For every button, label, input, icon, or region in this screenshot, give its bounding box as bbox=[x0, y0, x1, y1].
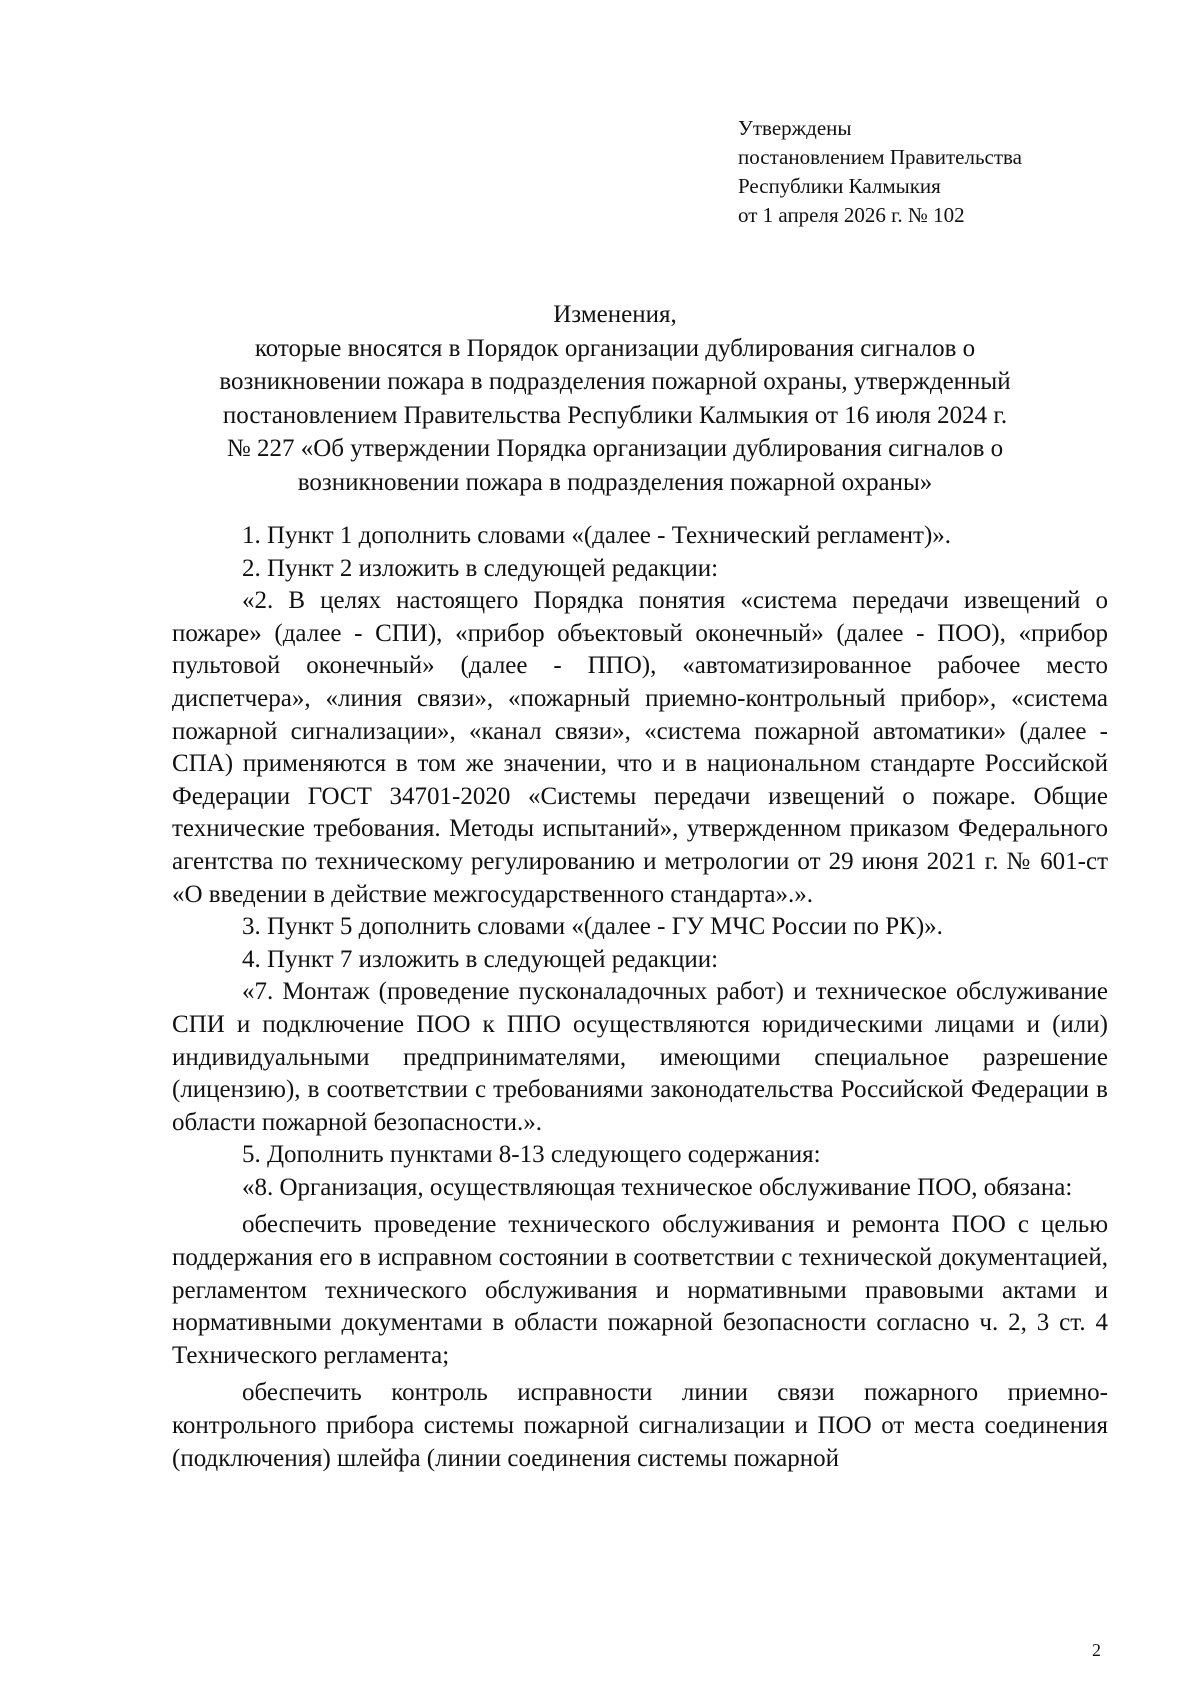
approval-stamp bbox=[738, 114, 1118, 230]
paragraph: 4. Пункт 7 изложить в следующей редакции: bbox=[242, 945, 719, 973]
paragraph: «8. Организация, осуществляющая техническое обслуживание ПОО, обязана: bbox=[242, 1173, 1073, 1201]
title-line: возникновении пожара в подразделения пожарной охраны» bbox=[297, 468, 933, 496]
title-line: Изменения, bbox=[553, 301, 677, 328]
paragraph: 3. Пункт 5 дополнить словами «(далее - ГУ МЧС России по РК)». bbox=[242, 913, 943, 941]
title-line: возникновении пожара в подразделения пожарной охраны, утвержденный bbox=[219, 368, 1011, 395]
title-line: постановлением Правительства Республики Калмыкия от 16 июля 2024 г. bbox=[222, 401, 1008, 429]
document-title bbox=[150, 298, 1080, 499]
paragraph: 1. Пункт 1 дополнить словами «(далее - Технический регламент)». bbox=[242, 522, 952, 549]
paragraph: «2. В целях настоящего Порядка понятия «система передачи извещений о пожаре» (далее - СПИ), «прибор объектовый оконечный» (далее - ПОО), «прибор пультовой оконечный» (далее - ППО), «автоматизированное рабочее место диспетчера», «линия связи», «пожарный приемно-контрольный прибор», «система пожарной сигнализации», «канал связи», «система пожарной автоматики» (далее - СПА) применяются в том же значении, что и в национальном стандарте Российской Федерации ГОСТ 34701-2020 «Системы передачи извещений о пожаре. Общие технические требования. Методы испытаний», утвержденном приказом Федерального агентства по техническому регулированию и метрологии от 29 июня 2021 г. № 601-ст «О введении в действие межгосударственного стандарта».». bbox=[172, 587, 1108, 908]
paragraph: обеспечить проведение технического обслуживания и ремонта ПОО с целью поддержания его в исправном состоянии в соответствии с технической документацией, регламентом технического обслуживания и нормативными правовыми актами и нормативными документами в области пожарной безопасности согласно ч. 2, 3 ст. 4 Технического регламента; bbox=[172, 1211, 1108, 1369]
page-number: 2 bbox=[1092, 1640, 1101, 1660]
paragraph: 2. Пункт 2 изложить в следующей редакции: bbox=[242, 554, 719, 582]
document-body bbox=[172, 520, 1108, 1475]
title-line: которые вносятся в Порядок организации дублирования сигналов о bbox=[254, 334, 976, 362]
paragraph: «7. Монтаж (проведение пусконаладочных работ) и техническое обслуживание СПИ и подключение ПОО к ППО осуществляются юридическими лицами и (или) индивидуальными предпринимателями, имеющими специальное разрешение (лицензию), в соответствии с требованиями законодательства Российской Федерации в области пожарной безопасности.». bbox=[172, 978, 1108, 1136]
paragraph: обеспечить контроль исправности линии связи пожарного приемно-контрольного прибора системы пожарной сигнализации и ПОО от места соединения (подключения) шлейфа (линии соединения системы пожарной bbox=[172, 1379, 1108, 1472]
approval-line: постановлением Правительства bbox=[738, 145, 1023, 169]
approval-line: Республики Калмыкия bbox=[738, 174, 941, 198]
approval-line: Утверждены bbox=[738, 116, 852, 140]
paragraph: 5. Дополнить пунктами 8-13 следующего содержания: bbox=[242, 1141, 821, 1169]
approval-line: от 1 апреля 2026 г. № 102 bbox=[738, 203, 965, 227]
title-line: № 227 «Об утверждении Порядка организации дублирования сигналов о bbox=[226, 435, 1004, 462]
